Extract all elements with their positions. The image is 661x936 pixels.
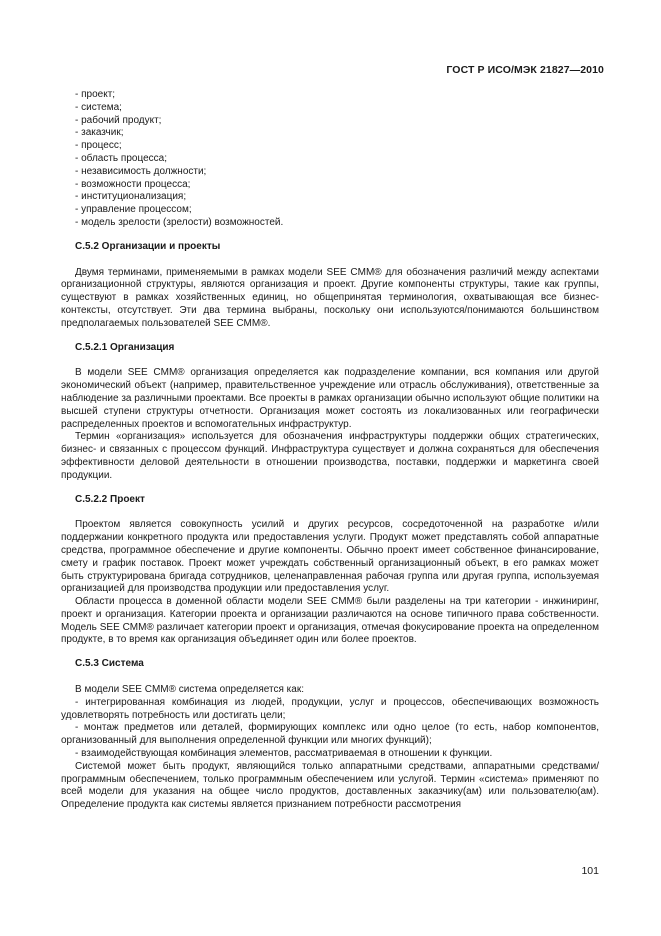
paragraph: Двумя терминами, применяемыми в рамках модели SEE CMM® для обозначения различий между аспектами организационной структуры, являются организация и проект. Другие компоненты структуры, такие как группы, существуют в рамках хозяйственных единиц, но общепринятая терминология, охватывающая все бизнес-контексты, отсутствует. Эти два термина выбраны, поскольку они используются/понимаются большинством предполагаемых пользователей SEE CMM®.: [61, 266, 599, 329]
paragraph: В модели SEE CMM® система определяется как:: [75, 684, 304, 696]
list-item: - возможности процесса;: [75, 178, 191, 190]
page-number: 101: [581, 865, 599, 877]
list-item: - заказчик;: [75, 127, 124, 139]
section-heading-c521: С.5.2.1 Организация: [75, 341, 175, 353]
list-item: - область процесса;: [75, 152, 167, 164]
terms-list: [61, 89, 599, 230]
list-item: - управление процессом;: [75, 204, 192, 216]
section-heading-c522: С.5.2.2 Проект: [75, 493, 145, 505]
section-heading-c53: С.5.3 Система: [75, 658, 144, 670]
definition-item: - взаимодействующая комбинация элементов, рассматриваемая в отношении к функции.: [75, 748, 493, 760]
definition-item: - интегрированная комбинация из людей, продукции, услуг и процессов, обеспечивающих возможность удовлетворять потребность или достигать цели;: [61, 696, 599, 721]
list-item: - институционализация;: [75, 191, 187, 203]
page-content: [61, 89, 599, 812]
document-header: ГОСТ Р ИСО/МЭК 21827—2010: [446, 64, 604, 76]
paragraph: Проектом является совокупность усилий и других ресурсов, сосредоточенной на разработке и/или поддержании конкретного продукта или предоставления услуги. Продукт может представлять собой аппаратные средства, программное обеспечение и другие компоненты. Обычно проект имеет собственное финансирование, смету и график поставок. Проект может учреждать собственный организационный объект, в его рамках может быть структурирована бригада сотрудников, целенаправленная рабочая группа или другая группа, используемая организацией для производства продукции или предоставления услуг.: [61, 519, 599, 595]
paragraph: Термин «организация» используется для обозначения инфраструктуры поддержки общих стратегических, бизнес- и связанных с процессом функций. Инфраструктура существует и должна сохраняться для обеспечения эффективности деловой деятельности в отношении производства, поставки, поддержки и маркетинга своей продукции.: [61, 431, 599, 481]
paragraph: Системой может быть продукт, являющийся только аппаратными средствами, аппаратными средствами/программным обеспечением, только программным обеспечением или услугой. Термин «система» применяют по всей модели для указания на общее число продуктов, доставленных заказчику(ам) или пользователю(ам). Определение продукта как системы является признанием потребности рассмотрения: [61, 760, 599, 811]
list-item: - независимость должности;: [75, 165, 207, 177]
list-item: - рабочий продукт;: [75, 114, 162, 126]
list-item: - система;: [75, 101, 122, 113]
paragraph: Области процесса в доменной области модели SEE CMM® были разделены на три категории - инжиниринг, проект и организация. Категории проекта и организации различаются на основе типичного права собственности. Модель SEE CMM® различает категории проект и организация, отмечая фокусирование проекта на определенном продукте, в то время как организация объединяет один или более проектов.: [61, 596, 599, 646]
paragraph: В модели SEE CMM® организация определяется как подразделение компании, вся компания или другой экономический объект (например, правительственное учреждение или отрасль обслуживания), ответственные за наблюдение за различными проектами. Все проекты в рамках организации обычно используют общие политики на высшей ступени структуры отчетности. Организация может состоять из локализованных или географически распределенных проектов и вспомогательных инфраструктур.: [61, 367, 599, 430]
list-item: - модель зрелости (зрелости) возможностей.: [75, 216, 284, 228]
definition-item: - монтаж предметов или деталей, формирующих комплекс или одно целое (то есть, набор компонентов, организованный для выполнения определенной функции или многих функций);: [61, 722, 599, 747]
list-item: - процесс;: [75, 140, 122, 152]
list-item: - проект;: [75, 89, 116, 100]
section-heading-c52: С.5.2 Организации и проекты: [75, 240, 221, 252]
